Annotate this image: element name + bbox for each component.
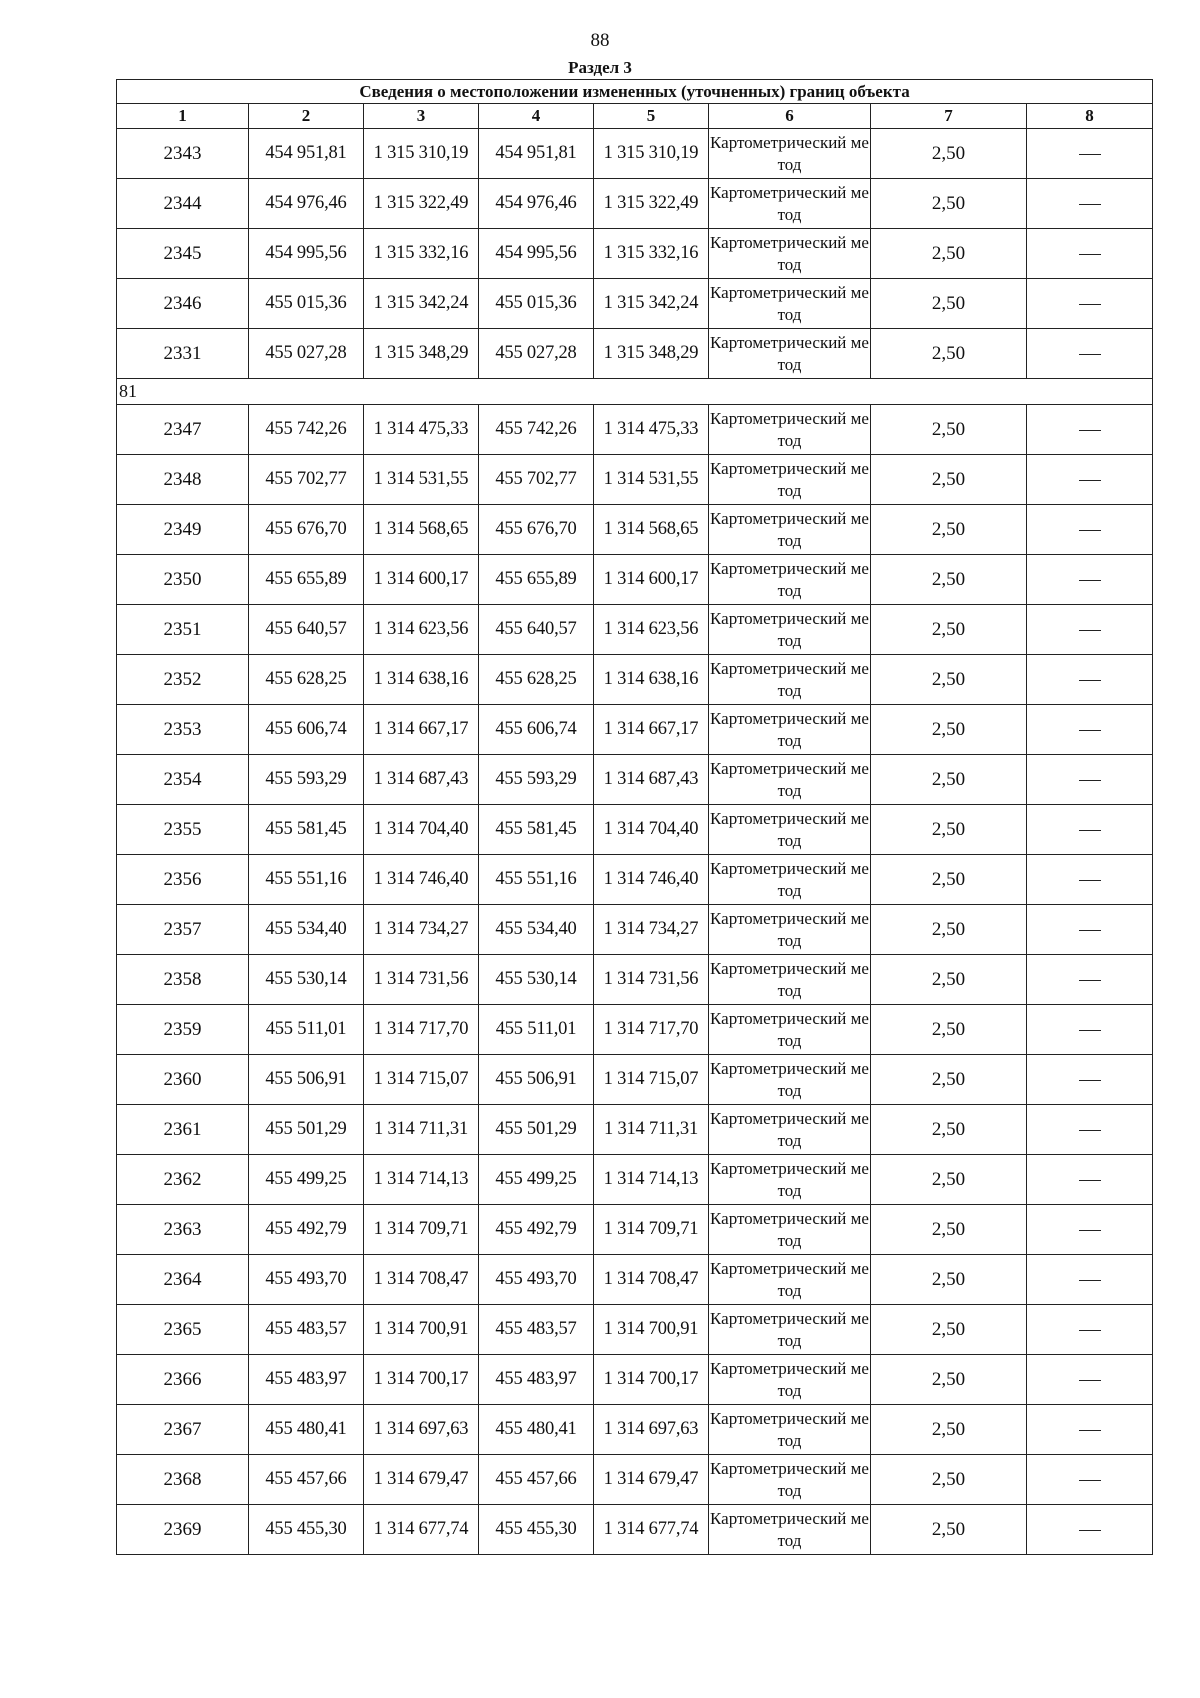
x-coordinate-refined-cell: 455 676,70 <box>479 505 594 555</box>
note-cell <box>1027 279 1153 329</box>
table-row <box>117 1455 1153 1505</box>
dash-mark <box>1079 980 1101 981</box>
x-coordinate-existing-cell: 455 534,40 <box>249 905 364 955</box>
table-row <box>117 1405 1153 1455</box>
dash-mark <box>1079 1230 1101 1231</box>
y-coordinate-refined-cell: 1 314 667,17 <box>594 705 709 755</box>
table-row <box>117 705 1153 755</box>
y-coordinate-existing-cell: 1 315 310,19 <box>364 129 479 179</box>
note-cell <box>1027 555 1153 605</box>
note-cell <box>1027 905 1153 955</box>
y-coordinate-existing-cell: 1 314 638,16 <box>364 655 479 705</box>
point-number-cell: 2331 <box>117 329 249 379</box>
table-row <box>117 1155 1153 1205</box>
table-row <box>117 1305 1153 1355</box>
table-row <box>117 129 1153 179</box>
y-coordinate-existing-cell: 1 314 709,71 <box>364 1205 479 1255</box>
x-coordinate-existing-cell: 455 581,45 <box>249 805 364 855</box>
x-coordinate-refined-cell: 454 995,56 <box>479 229 594 279</box>
method-cell: Картометрический метод <box>709 1005 871 1055</box>
y-coordinate-existing-cell: 1 314 697,63 <box>364 1405 479 1455</box>
x-coordinate-existing-cell: 455 499,25 <box>249 1155 364 1205</box>
x-coordinate-refined-cell: 455 534,40 <box>479 905 594 955</box>
table-row <box>117 805 1153 855</box>
y-coordinate-existing-cell: 1 314 700,91 <box>364 1305 479 1355</box>
method-cell: Картометрический метод <box>709 1155 871 1205</box>
x-coordinate-existing-cell: 455 457,66 <box>249 1455 364 1505</box>
table-row <box>117 1205 1153 1255</box>
x-coordinate-refined-cell: 455 499,25 <box>479 1155 594 1205</box>
x-coordinate-existing-cell: 455 480,41 <box>249 1405 364 1455</box>
note-cell <box>1027 179 1153 229</box>
dash-mark <box>1079 1530 1101 1531</box>
dash-mark <box>1079 1380 1101 1381</box>
y-coordinate-refined-cell: 1 314 623,56 <box>594 605 709 655</box>
dash-mark <box>1079 354 1101 355</box>
point-number-cell: 2349 <box>117 505 249 555</box>
accuracy-cell: 2,50 <box>871 1255 1027 1305</box>
method-cell: Картометрический метод <box>709 1305 871 1355</box>
table-row <box>117 505 1153 555</box>
method-cell: Картометрический метод <box>709 329 871 379</box>
y-coordinate-existing-cell: 1 314 711,31 <box>364 1105 479 1155</box>
point-number-cell: 2357 <box>117 905 249 955</box>
x-coordinate-existing-cell: 455 702,77 <box>249 455 364 505</box>
point-number-cell: 2345 <box>117 229 249 279</box>
contour-group-label: 81 <box>117 379 1153 405</box>
point-number-cell: 2367 <box>117 1405 249 1455</box>
y-coordinate-refined-cell: 1 314 687,43 <box>594 755 709 805</box>
note-cell <box>1027 1105 1153 1155</box>
y-coordinate-existing-cell: 1 315 332,16 <box>364 229 479 279</box>
y-coordinate-refined-cell: 1 314 600,17 <box>594 555 709 605</box>
table-row <box>117 455 1153 505</box>
note-cell <box>1027 605 1153 655</box>
point-number-cell: 2364 <box>117 1255 249 1305</box>
x-coordinate-refined-cell: 455 492,79 <box>479 1205 594 1255</box>
point-number-cell: 2351 <box>117 605 249 655</box>
table-row <box>117 955 1153 1005</box>
x-coordinate-refined-cell: 455 530,14 <box>479 955 594 1005</box>
point-number-cell: 2355 <box>117 805 249 855</box>
note-cell <box>1027 755 1153 805</box>
table-row <box>117 1005 1153 1055</box>
column-number: 2 <box>249 104 364 129</box>
note-cell <box>1027 1055 1153 1105</box>
accuracy-cell: 2,50 <box>871 1455 1027 1505</box>
x-coordinate-existing-cell: 455 501,29 <box>249 1105 364 1155</box>
x-coordinate-existing-cell: 455 676,70 <box>249 505 364 555</box>
y-coordinate-refined-cell: 1 314 568,65 <box>594 505 709 555</box>
dash-mark <box>1079 1180 1101 1181</box>
x-coordinate-existing-cell: 455 455,30 <box>249 1505 364 1555</box>
accuracy-cell: 2,50 <box>871 1005 1027 1055</box>
note-cell <box>1027 1155 1153 1205</box>
y-coordinate-existing-cell: 1 314 568,65 <box>364 505 479 555</box>
note-cell <box>1027 1305 1153 1355</box>
x-coordinate-existing-cell: 455 506,91 <box>249 1055 364 1105</box>
accuracy-cell: 2,50 <box>871 655 1027 705</box>
y-coordinate-existing-cell: 1 314 734,27 <box>364 905 479 955</box>
point-number-cell: 2358 <box>117 955 249 1005</box>
x-coordinate-refined-cell: 455 640,57 <box>479 605 594 655</box>
point-number-cell: 2365 <box>117 1305 249 1355</box>
note-cell <box>1027 1455 1153 1505</box>
method-cell: Картометрический метод <box>709 655 871 705</box>
point-number-cell: 2363 <box>117 1205 249 1255</box>
y-coordinate-existing-cell: 1 314 600,17 <box>364 555 479 605</box>
y-coordinate-refined-cell: 1 314 717,70 <box>594 1005 709 1055</box>
method-cell: Картометрический метод <box>709 1105 871 1155</box>
column-number: 5 <box>594 104 709 129</box>
y-coordinate-existing-cell: 1 314 700,17 <box>364 1355 479 1405</box>
y-coordinate-refined-cell: 1 314 711,31 <box>594 1105 709 1155</box>
dash-mark <box>1079 430 1101 431</box>
y-coordinate-refined-cell: 1 314 697,63 <box>594 1405 709 1455</box>
table-row <box>117 755 1153 805</box>
dash-mark <box>1079 880 1101 881</box>
table-row <box>117 1355 1153 1405</box>
y-coordinate-existing-cell: 1 314 715,07 <box>364 1055 479 1105</box>
x-coordinate-refined-cell: 455 593,29 <box>479 755 594 805</box>
note-cell <box>1027 229 1153 279</box>
x-coordinate-refined-cell: 455 457,66 <box>479 1455 594 1505</box>
note-cell <box>1027 1005 1153 1055</box>
y-coordinate-existing-cell: 1 314 687,43 <box>364 755 479 805</box>
note-cell <box>1027 405 1153 455</box>
y-coordinate-existing-cell: 1 314 475,33 <box>364 405 479 455</box>
accuracy-cell: 2,50 <box>871 805 1027 855</box>
accuracy-cell: 2,50 <box>871 705 1027 755</box>
method-cell: Картометрический метод <box>709 279 871 329</box>
dash-mark <box>1079 204 1101 205</box>
point-number-cell: 2352 <box>117 655 249 705</box>
point-number-cell: 2368 <box>117 1455 249 1505</box>
accuracy-cell: 2,50 <box>871 1205 1027 1255</box>
column-number: 6 <box>709 104 871 129</box>
page-number: 88 <box>590 30 610 51</box>
x-coordinate-refined-cell: 455 551,16 <box>479 855 594 905</box>
dash-mark <box>1079 830 1101 831</box>
table-row <box>117 605 1153 655</box>
y-coordinate-existing-cell: 1 314 677,74 <box>364 1505 479 1555</box>
note-cell <box>1027 1355 1153 1405</box>
method-cell: Картометрический метод <box>709 1255 871 1305</box>
method-cell: Картометрический метод <box>709 1055 871 1105</box>
point-number-cell: 2344 <box>117 179 249 229</box>
x-coordinate-existing-cell: 454 976,46 <box>249 179 364 229</box>
x-coordinate-refined-cell: 455 581,45 <box>479 805 594 855</box>
x-coordinate-refined-cell: 455 015,36 <box>479 279 594 329</box>
accuracy-cell: 2,50 <box>871 1155 1027 1205</box>
point-number-cell: 2343 <box>117 129 249 179</box>
dash-mark <box>1079 304 1101 305</box>
x-coordinate-refined-cell: 455 455,30 <box>479 1505 594 1555</box>
method-cell: Картометрический метод <box>709 855 871 905</box>
accuracy-cell: 2,50 <box>871 279 1027 329</box>
x-coordinate-existing-cell: 455 483,57 <box>249 1305 364 1355</box>
x-coordinate-existing-cell: 455 483,97 <box>249 1355 364 1405</box>
note-cell <box>1027 1505 1153 1555</box>
table-row <box>117 655 1153 705</box>
method-cell: Картометрический метод <box>709 555 871 605</box>
note-cell <box>1027 1205 1153 1255</box>
column-number: 3 <box>364 104 479 129</box>
y-coordinate-refined-cell: 1 315 342,24 <box>594 279 709 329</box>
y-coordinate-refined-cell: 1 314 679,47 <box>594 1455 709 1505</box>
accuracy-cell: 2,50 <box>871 1305 1027 1355</box>
x-coordinate-refined-cell: 455 480,41 <box>479 1405 594 1455</box>
table-row <box>117 329 1153 379</box>
table-row <box>117 555 1153 605</box>
accuracy-cell: 2,50 <box>871 329 1027 379</box>
y-coordinate-existing-cell: 1 314 667,17 <box>364 705 479 755</box>
y-coordinate-refined-cell: 1 314 709,71 <box>594 1205 709 1255</box>
table-row <box>117 855 1153 905</box>
method-cell: Картометрический метод <box>709 605 871 655</box>
y-coordinate-refined-cell: 1 314 638,16 <box>594 655 709 705</box>
point-number-cell: 2346 <box>117 279 249 329</box>
method-cell: Картометрический метод <box>709 1505 871 1555</box>
y-coordinate-existing-cell: 1 315 348,29 <box>364 329 479 379</box>
accuracy-cell: 2,50 <box>871 1405 1027 1455</box>
x-coordinate-refined-cell: 455 501,29 <box>479 1105 594 1155</box>
note-cell <box>1027 129 1153 179</box>
table-row <box>117 1055 1153 1105</box>
accuracy-cell: 2,50 <box>871 605 1027 655</box>
dash-mark <box>1079 680 1101 681</box>
accuracy-cell: 2,50 <box>871 455 1027 505</box>
method-cell: Картометрический метод <box>709 1355 871 1405</box>
y-coordinate-existing-cell: 1 315 342,24 <box>364 279 479 329</box>
y-coordinate-refined-cell: 1 314 746,40 <box>594 855 709 905</box>
accuracy-cell: 2,50 <box>871 855 1027 905</box>
method-cell: Картометрический метод <box>709 129 871 179</box>
point-number-cell: 2347 <box>117 405 249 455</box>
y-coordinate-existing-cell: 1 314 531,55 <box>364 455 479 505</box>
x-coordinate-refined-cell: 455 483,97 <box>479 1355 594 1405</box>
accuracy-cell: 2,50 <box>871 1055 1027 1105</box>
column-number: 8 <box>1027 104 1153 129</box>
y-coordinate-refined-cell: 1 314 731,56 <box>594 955 709 1005</box>
x-coordinate-refined-cell: 455 628,25 <box>479 655 594 705</box>
column-number-row <box>117 104 1153 129</box>
dash-mark <box>1079 580 1101 581</box>
note-cell <box>1027 1405 1153 1455</box>
x-coordinate-refined-cell: 455 742,26 <box>479 405 594 455</box>
x-coordinate-refined-cell: 454 976,46 <box>479 179 594 229</box>
dash-mark <box>1079 1130 1101 1131</box>
point-number-cell: 2356 <box>117 855 249 905</box>
point-number-cell: 2348 <box>117 455 249 505</box>
y-coordinate-refined-cell: 1 314 677,74 <box>594 1505 709 1555</box>
contour-group-row <box>117 379 1153 405</box>
method-cell: Картометрический метод <box>709 955 871 1005</box>
x-coordinate-existing-cell: 455 593,29 <box>249 755 364 805</box>
y-coordinate-refined-cell: 1 314 714,13 <box>594 1155 709 1205</box>
dash-mark <box>1079 630 1101 631</box>
note-cell <box>1027 855 1153 905</box>
note-cell <box>1027 805 1153 855</box>
method-cell: Картометрический метод <box>709 505 871 555</box>
dash-mark <box>1079 154 1101 155</box>
note-cell <box>1027 505 1153 555</box>
x-coordinate-existing-cell: 455 551,16 <box>249 855 364 905</box>
table-row <box>117 279 1153 329</box>
x-coordinate-existing-cell: 455 492,79 <box>249 1205 364 1255</box>
dash-mark <box>1079 1480 1101 1481</box>
method-cell: Картометрический метод <box>709 905 871 955</box>
dash-mark <box>1079 1030 1101 1031</box>
x-coordinate-refined-cell: 455 483,57 <box>479 1305 594 1355</box>
point-number-cell: 2360 <box>117 1055 249 1105</box>
x-coordinate-refined-cell: 454 951,81 <box>479 129 594 179</box>
method-cell: Картометрический метод <box>709 805 871 855</box>
table-row <box>117 405 1153 455</box>
point-number-cell: 2369 <box>117 1505 249 1555</box>
accuracy-cell: 2,50 <box>871 1505 1027 1555</box>
table-body <box>117 129 1153 1555</box>
y-coordinate-existing-cell: 1 314 731,56 <box>364 955 479 1005</box>
accuracy-cell: 2,50 <box>871 1355 1027 1405</box>
dash-mark <box>1079 1080 1101 1081</box>
accuracy-cell: 2,50 <box>871 505 1027 555</box>
accuracy-cell: 2,50 <box>871 755 1027 805</box>
point-number-cell: 2353 <box>117 705 249 755</box>
y-coordinate-existing-cell: 1 314 717,70 <box>364 1005 479 1055</box>
table-row <box>117 179 1153 229</box>
x-coordinate-existing-cell: 455 606,74 <box>249 705 364 755</box>
method-cell: Картометрический метод <box>709 229 871 279</box>
accuracy-cell: 2,50 <box>871 1105 1027 1155</box>
y-coordinate-existing-cell: 1 315 322,49 <box>364 179 479 229</box>
x-coordinate-existing-cell: 455 530,14 <box>249 955 364 1005</box>
x-coordinate-existing-cell: 455 742,26 <box>249 405 364 455</box>
accuracy-cell: 2,50 <box>871 229 1027 279</box>
method-cell: Картометрический метод <box>709 755 871 805</box>
y-coordinate-refined-cell: 1 315 348,29 <box>594 329 709 379</box>
y-coordinate-refined-cell: 1 314 531,55 <box>594 455 709 505</box>
y-coordinate-refined-cell: 1 314 475,33 <box>594 405 709 455</box>
y-coordinate-refined-cell: 1 314 700,91 <box>594 1305 709 1355</box>
x-coordinate-refined-cell: 455 511,01 <box>479 1005 594 1055</box>
dash-mark <box>1079 1280 1101 1281</box>
method-cell: Картометрический метод <box>709 1205 871 1255</box>
point-number-cell: 2359 <box>117 1005 249 1055</box>
y-coordinate-refined-cell: 1 315 332,16 <box>594 229 709 279</box>
accuracy-cell: 2,50 <box>871 905 1027 955</box>
note-cell <box>1027 705 1153 755</box>
x-coordinate-existing-cell: 455 027,28 <box>249 329 364 379</box>
accuracy-cell: 2,50 <box>871 555 1027 605</box>
dash-mark <box>1079 1430 1101 1431</box>
x-coordinate-existing-cell: 455 655,89 <box>249 555 364 605</box>
x-coordinate-refined-cell: 455 506,91 <box>479 1055 594 1105</box>
table-row <box>117 1105 1153 1155</box>
accuracy-cell: 2,50 <box>871 129 1027 179</box>
table-row <box>117 1255 1153 1305</box>
table-caption: Сведения о местоположении измененных (уточненных) границ объекта <box>117 80 1153 104</box>
y-coordinate-refined-cell: 1 314 715,07 <box>594 1055 709 1105</box>
y-coordinate-refined-cell: 1 315 322,49 <box>594 179 709 229</box>
x-coordinate-existing-cell: 455 511,01 <box>249 1005 364 1055</box>
method-cell: Картометрический метод <box>709 1455 871 1505</box>
method-cell: Картометрический метод <box>709 1405 871 1455</box>
y-coordinate-refined-cell: 1 314 734,27 <box>594 905 709 955</box>
note-cell <box>1027 329 1153 379</box>
note-cell <box>1027 955 1153 1005</box>
x-coordinate-existing-cell: 454 995,56 <box>249 229 364 279</box>
point-number-cell: 2354 <box>117 755 249 805</box>
column-number: 7 <box>871 104 1027 129</box>
column-number: 4 <box>479 104 594 129</box>
dash-mark <box>1079 730 1101 731</box>
y-coordinate-existing-cell: 1 314 708,47 <box>364 1255 479 1305</box>
x-coordinate-refined-cell: 455 606,74 <box>479 705 594 755</box>
dash-mark <box>1079 480 1101 481</box>
dash-mark <box>1079 1330 1101 1331</box>
method-cell: Картометрический метод <box>709 455 871 505</box>
y-coordinate-refined-cell: 1 314 704,40 <box>594 805 709 855</box>
y-coordinate-refined-cell: 1 314 708,47 <box>594 1255 709 1305</box>
boundary-coordinates-table <box>116 79 1153 1555</box>
column-number: 1 <box>117 104 249 129</box>
y-coordinate-existing-cell: 1 314 746,40 <box>364 855 479 905</box>
y-coordinate-refined-cell: 1 314 700,17 <box>594 1355 709 1405</box>
y-coordinate-existing-cell: 1 314 679,47 <box>364 1455 479 1505</box>
x-coordinate-existing-cell: 454 951,81 <box>249 129 364 179</box>
x-coordinate-existing-cell: 455 628,25 <box>249 655 364 705</box>
y-coordinate-refined-cell: 1 315 310,19 <box>594 129 709 179</box>
method-cell: Картометрический метод <box>709 405 871 455</box>
method-cell: Картометрический метод <box>709 179 871 229</box>
x-coordinate-refined-cell: 455 655,89 <box>479 555 594 605</box>
point-number-cell: 2366 <box>117 1355 249 1405</box>
x-coordinate-existing-cell: 455 640,57 <box>249 605 364 655</box>
note-cell <box>1027 655 1153 705</box>
point-number-cell: 2362 <box>117 1155 249 1205</box>
x-coordinate-existing-cell: 455 493,70 <box>249 1255 364 1305</box>
dash-mark <box>1079 530 1101 531</box>
accuracy-cell: 2,50 <box>871 179 1027 229</box>
accuracy-cell: 2,50 <box>871 405 1027 455</box>
table-row <box>117 905 1153 955</box>
y-coordinate-existing-cell: 1 314 704,40 <box>364 805 479 855</box>
y-coordinate-existing-cell: 1 314 623,56 <box>364 605 479 655</box>
x-coordinate-existing-cell: 455 015,36 <box>249 279 364 329</box>
dash-mark <box>1079 254 1101 255</box>
table-row <box>117 1505 1153 1555</box>
note-cell <box>1027 1255 1153 1305</box>
point-number-cell: 2361 <box>117 1105 249 1155</box>
point-number-cell: 2350 <box>117 555 249 605</box>
method-cell: Картометрический метод <box>709 705 871 755</box>
note-cell <box>1027 455 1153 505</box>
table-row <box>117 229 1153 279</box>
dash-mark <box>1079 930 1101 931</box>
x-coordinate-refined-cell: 455 493,70 <box>479 1255 594 1305</box>
x-coordinate-refined-cell: 455 702,77 <box>479 455 594 505</box>
dash-mark <box>1079 780 1101 781</box>
accuracy-cell: 2,50 <box>871 955 1027 1005</box>
section-title: Раздел 3 <box>568 58 632 77</box>
x-coordinate-refined-cell: 455 027,28 <box>479 329 594 379</box>
y-coordinate-existing-cell: 1 314 714,13 <box>364 1155 479 1205</box>
